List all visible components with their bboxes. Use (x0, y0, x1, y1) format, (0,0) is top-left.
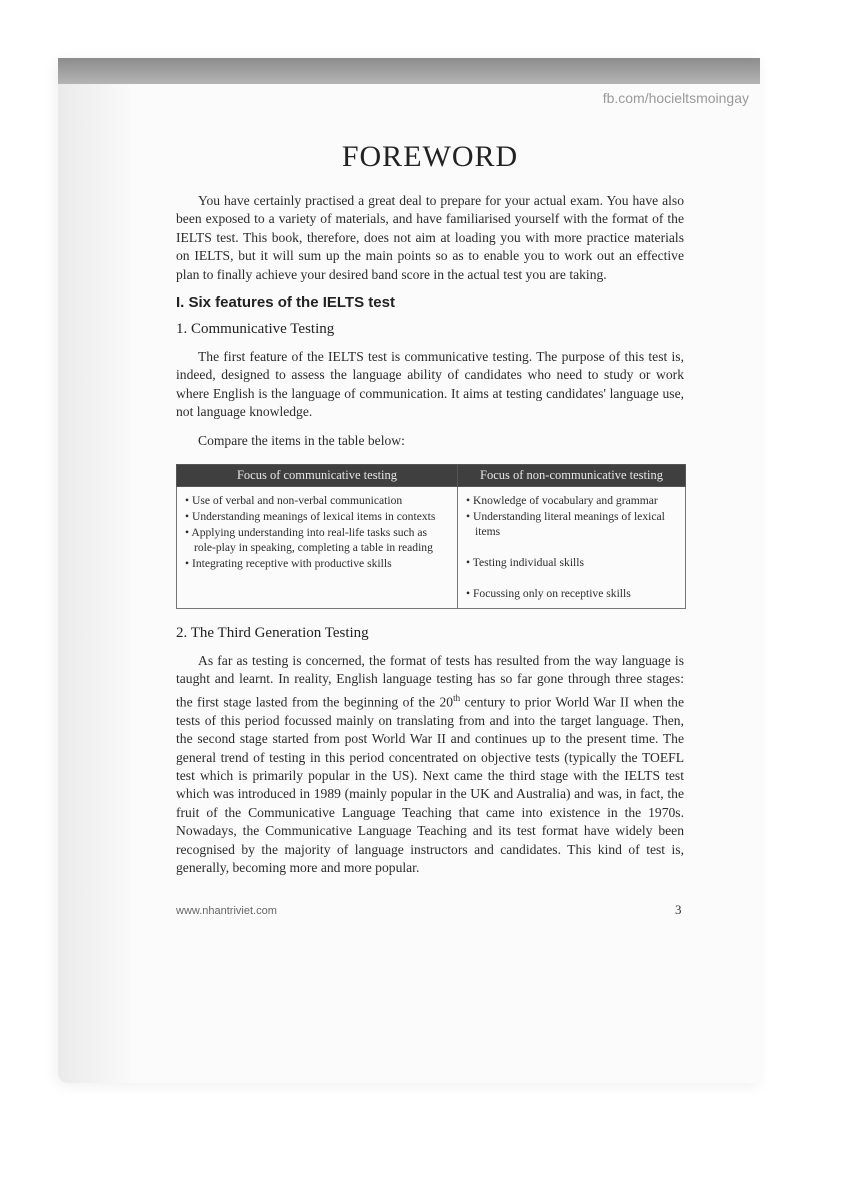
list-item: • Knowledge of vocabulary and grammar (466, 493, 677, 508)
table-cell-communicative (177, 487, 458, 609)
list-item: • Understanding meanings of lexical items in contexts (185, 509, 449, 524)
list-item: • Focussing only on receptive skills (466, 586, 677, 601)
list-item: • Integrating receptive with productive skills (185, 556, 449, 571)
intro-paragraph: You have certainly practised a great deal to prepare for your actual exam. You have also been exposed to a variety of materials, and have familiarised yourself with the format of the IELTS test. This book, therefore, does not aim at loading you with more practice materials on IELTS, but it will sum up the main points so as to enable you to work out an effective plan to finally achieve your desired band score in the actual test you are taking. (176, 193, 684, 282)
table-header-communicative: Focus of communicative testing (177, 465, 458, 487)
third-generation-paragraph: As far as testing is concerned, the format of tests has resulted from the way language is taught and learnt. In reality, English language testing has so far gone through three stages: the first stage lasted from the beginning of the 20th century to prior World War II when the tests of this period focussed mainly on translating from and into the target language. Then, the second stage started from post World War II and continues up to the present time. The general trend of testing in this period concentrated on objective tests (typically the TOEFL test which is primarily popular in the US). Next came the third stage with the IELTS test which was introduced in 1989 (mainly popular in the UK and Australia) and was, in fact, the fruit of the Communicative Language Teaching that came into existence in the 1970s. Nowadays, the Communicative Language Teaching and its test format have widely been recognised by the majority of language instructors and candidates. This kind of test is, generally, becoming more and more popular. (176, 653, 684, 876)
table-cell-non-communicative (458, 487, 686, 609)
page-content (176, 130, 684, 877)
watermark: fb.com/hocieltsmoingay (602, 90, 749, 106)
page-title: FOREWORD (341, 140, 519, 173)
table-header-non-communicative: Focus of non-communicative testing (458, 465, 686, 487)
page-edge-shadow (58, 58, 138, 1083)
subsection-heading-1: 1. Communicative Testing (176, 321, 335, 338)
list-item: • Applying understanding into real-life tasks such as role-play in speaking, completing a table in reading (185, 525, 449, 555)
list-item: • Use of verbal and non-verbal communication (185, 493, 449, 508)
comparison-table (176, 464, 686, 609)
compare-instruction: Compare the items in the table below: (198, 432, 405, 448)
list-item: • Understanding literal meanings of lexical items (466, 509, 677, 539)
footer-url: www.nhantriviet.com (176, 905, 277, 917)
subsection-heading-2: 2. The Third Generation Testing (176, 625, 369, 642)
communicative-paragraph: The first feature of the IELTS test is communicative testing. The purpose of this test is, indeed, designed to assess the language ability of candidates who need to study or work where English is the language of communication. It aims at testing candidates' language use, not language knowledge. (176, 349, 684, 420)
scan-top-strip (58, 58, 760, 84)
list-item: • Testing individual skills (466, 555, 677, 570)
section-heading: I. Six features of the IELTS test (176, 294, 395, 312)
page-number: 3 (675, 902, 682, 917)
